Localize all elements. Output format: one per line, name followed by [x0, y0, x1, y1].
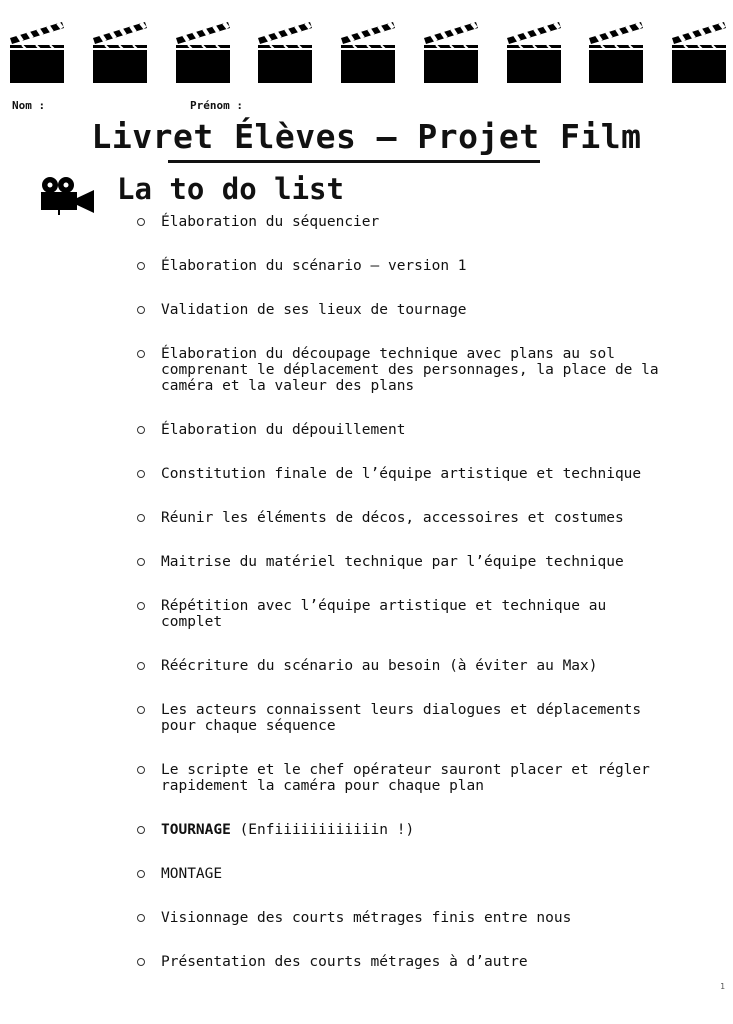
circle-bullet-icon: [137, 218, 145, 226]
circle-bullet-icon: [137, 706, 145, 714]
list-item-text: [161, 822, 727, 838]
circle-bullet-icon: [137, 870, 145, 878]
nom-label: Nom :: [12, 99, 46, 112]
list-item-text: Constitution finale de l’équipe artistique et technique: [161, 466, 642, 482]
tournage-bold-label: TOURNAGE: [161, 822, 231, 838]
page-title: Livret Élèves – Projet Film: [91, 117, 642, 156]
list-item: [137, 910, 727, 926]
list-item-text: Présentation des courts métrages à d’autre: [161, 954, 528, 970]
list-item: [137, 466, 727, 482]
list-item: [137, 554, 727, 570]
list-item: [137, 598, 727, 630]
page-number: 1: [720, 982, 725, 991]
list-item-text: Maitrise du matériel technique par l’équipe technique: [161, 554, 624, 570]
circle-bullet-icon: [137, 766, 145, 774]
circle-bullet-icon: [137, 470, 145, 478]
circle-bullet-icon: [137, 350, 145, 358]
prenom-label: Prénom :: [190, 99, 243, 112]
list-item: [137, 762, 727, 794]
section-heading: La to do list: [117, 172, 344, 206]
list-item-text: Visionnage des courts métrages finis entre nous: [161, 910, 572, 926]
list-item: [137, 422, 727, 438]
circle-bullet-icon: [137, 914, 145, 922]
list-item-text: Réunir les éléments de décos, accessoires et costumes: [161, 510, 624, 526]
list-item: [137, 346, 727, 394]
circle-bullet-icon: [137, 306, 145, 314]
circle-bullet-icon: [137, 602, 145, 610]
list-item-text: Élaboration du scénario – version 1: [161, 258, 467, 274]
circle-bullet-icon: [137, 826, 145, 834]
circle-bullet-icon: [137, 426, 145, 434]
list-item: [137, 302, 727, 318]
list-item-text: Élaboration du séquencier: [161, 214, 380, 230]
list-item-text: Élaboration du dépouillement: [161, 422, 406, 438]
list-item: [137, 702, 727, 734]
list-item: [137, 510, 727, 526]
list-item: [137, 258, 727, 274]
list-item: [137, 866, 727, 882]
tournage-exclamation: (Enfiiiiiiiiiiiin !): [239, 822, 415, 838]
list-item: [137, 954, 727, 970]
list-item: [137, 658, 727, 674]
list-item-text: MONTAGE: [161, 866, 223, 882]
list-item-text: Élaboration du découpage technique avec plans au sol comprenant le déplacement des personnages, la place de la caméra et la valeur des plans: [161, 346, 659, 394]
list-item-text: Validation de ses lieux de tournage: [161, 302, 467, 318]
list-item: [137, 214, 727, 230]
circle-bullet-icon: [137, 958, 145, 966]
list-item-text: Réécriture du scénario au besoin (à éviter au Max): [161, 658, 598, 674]
circle-bullet-icon: [137, 262, 145, 270]
circle-bullet-icon: [137, 514, 145, 522]
list-item-text: Les acteurs connaissent leurs dialogues et déplacements pour chaque séquence: [161, 702, 642, 734]
list-item-text: Le scripte et le chef opérateur sauront placer et régler rapidement la caméra pour chaque plan: [161, 762, 650, 794]
list-item-text: Répétition avec l’équipe artistique et technique au complet: [161, 598, 607, 630]
list-item: [137, 822, 727, 838]
circle-bullet-icon: [137, 662, 145, 670]
circle-bullet-icon: [137, 558, 145, 566]
